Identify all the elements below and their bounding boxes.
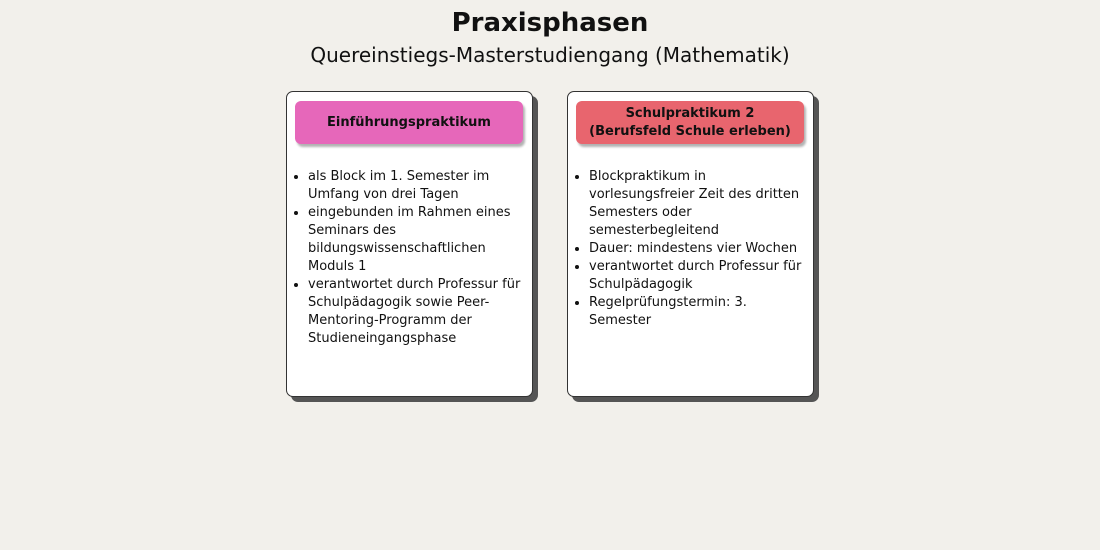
bullet-list <box>287 168 531 348</box>
bullet-item: • Dauer: mindestens vier Wochen <box>589 240 812 258</box>
bullet-list <box>568 168 812 330</box>
bullet-item: • eingebunden im Rahmen eines Seminars des bildungswissenschaftlichen Moduls 1 <box>308 204 531 276</box>
diagram-subtitle: Quereinstiegs-Masterstudiengang (Mathematik) <box>310 43 790 67</box>
bullet-item: • Regelprüfungstermin: 3. Semester <box>589 294 812 330</box>
diagram-title: Praxisphasen <box>451 8 649 38</box>
card-einfuehrungspraktikum <box>286 91 533 397</box>
bullet-item: • verantwortet durch Professur für Schulpädagogik sowie Peer-Mentoring-Programm der Studieneingangsphase <box>308 276 531 348</box>
bullet-item: • als Block im 1. Semester im Umfang von drei Tagen <box>308 168 531 204</box>
card-header: Einführungspraktikum <box>295 101 523 144</box>
card-schulpraktikum-2 <box>567 91 814 397</box>
bullet-item: • Blockpraktikum in vorlesungsfreier Zeit des dritten Semesters oder semesterbegleitend <box>589 168 812 240</box>
card-header: Schulpraktikum 2 (Berufsfeld Schule erleben) <box>576 101 804 144</box>
bullet-item: • verantwortet durch Professur für Schulpädagogik <box>589 258 812 294</box>
